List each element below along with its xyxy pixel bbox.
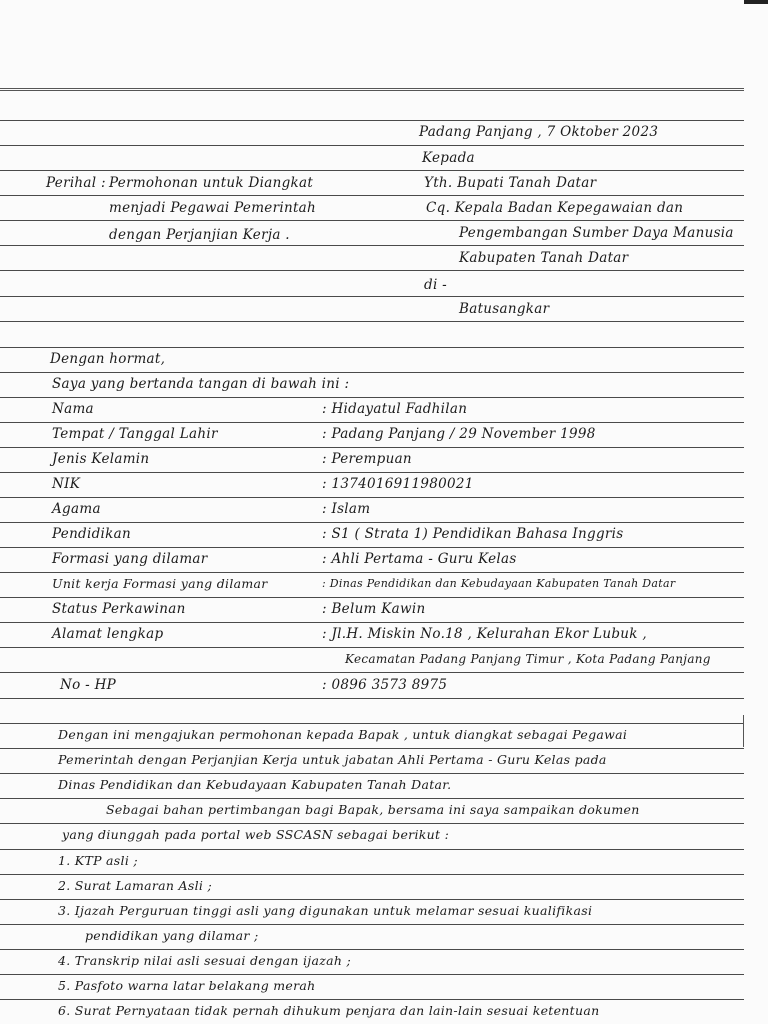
field-value: : Padang Panjang / 29 November 1998 xyxy=(322,426,596,442)
perihal-line-2: menjadi Pegawai Pemerintah xyxy=(109,200,317,216)
field-label: Alamat lengkap xyxy=(52,626,164,642)
field-label: Jenis Kelamin xyxy=(52,451,150,467)
body-p1-line-3: Dinas Pendidikan dan Kebudayaan Kabupaten Tanah Datar. xyxy=(58,777,452,792)
scan-corner-mark xyxy=(744,0,768,4)
field-label: Formasi yang dilamar xyxy=(52,551,208,567)
field-value: : 1374016911980021 xyxy=(322,476,474,492)
body-p1-line-2: Pemerintah dengan Perjanjian Kerja untuk jabatan Ahli Pertama - Guru Kelas pada xyxy=(58,752,607,767)
recipient-line-2: Cq. Kepala Badan Kepegawaian dan xyxy=(426,200,684,216)
margin-mark xyxy=(743,715,744,747)
recipient-line-4: Kabupaten Tanah Datar xyxy=(459,250,629,266)
body-p2-line-2: yang diunggah pada portal web SSCASN sebagai berikut : xyxy=(62,827,450,842)
field-value: : Jl.H. Miskin No.18 , Kelurahan Ekor Lubuk , xyxy=(322,626,647,642)
field-label: No - HP xyxy=(60,677,117,693)
recipient-line-3: Pengembangan Sumber Daya Manusia xyxy=(459,225,734,241)
destination-city: Batusangkar xyxy=(459,301,550,317)
place-date: Padang Panjang , 7 Oktober 2023 xyxy=(419,124,659,140)
field-value: : Hidayatul Fadhilan xyxy=(322,401,468,417)
field-value: : Islam xyxy=(322,501,371,517)
intro-line: Saya yang bertanda tangan di bawah ini : xyxy=(52,376,350,392)
list-item: 5. Pasfoto warna latar belakang merah xyxy=(58,978,316,993)
field-value: : Belum Kawin xyxy=(322,601,426,617)
field-label: NIK xyxy=(52,476,81,492)
kepada-label: Kepada xyxy=(422,150,475,166)
field-value: : Dinas Pendidikan dan Kebudayaan Kabupaten Tanah Datar xyxy=(322,577,676,590)
field-value: : 0896 3573 8975 xyxy=(322,677,448,693)
list-item: 2. Surat Lamaran Asli ; xyxy=(58,878,212,893)
perihal-label: Perihal : xyxy=(46,175,106,191)
body-p2-line-1: Sebagai bahan pertimbangan bagi Bapak, bersama ini saya sampaikan dokumen xyxy=(106,802,640,817)
perihal-line-3: dengan Perjanjian Kerja . xyxy=(109,227,290,243)
greeting: Dengan hormat, xyxy=(50,351,166,367)
field-value: : S1 ( Strata 1) Pendidikan Bahasa Inggris xyxy=(322,526,624,542)
field-label: Pendidikan xyxy=(52,526,132,542)
recipient-line-1: Yth. Bupati Tanah Datar xyxy=(424,175,597,191)
di-label: di - xyxy=(424,277,448,293)
list-item: 1. KTP asli ; xyxy=(58,853,138,868)
field-label: Nama xyxy=(52,401,94,417)
list-item: 3. Ijazah Perguruan tinggi asli yang digunakan untuk melamar sesuai kualifikasi xyxy=(58,903,593,918)
field-value-continued: Kecamatan Padang Panjang Timur , Kota Padang Panjang xyxy=(345,652,711,666)
list-item: 6. Surat Pernyataan tidak pernah dihukum penjara dan lain-lain sesuai ketentuan xyxy=(58,1003,600,1018)
field-label: Tempat / Tanggal Lahir xyxy=(52,426,218,442)
body-p1-line-1: Dengan ini mengajukan permohonan kepada Bapak , untuk diangkat sebagai Pegawai xyxy=(58,727,628,742)
field-label: Status Perkawinan xyxy=(52,601,186,617)
perihal-line-1: Permohonan untuk Diangkat xyxy=(109,175,314,191)
list-item-continued: pendidikan yang dilamar ; xyxy=(85,928,259,943)
field-value: : Perempuan xyxy=(322,451,412,467)
field-label: Agama xyxy=(52,501,101,517)
field-value: : Ahli Pertama - Guru Kelas xyxy=(322,551,517,567)
field-label: Unit kerja Formasi yang dilamar xyxy=(52,576,268,591)
list-item: 4. Transkrip nilai asli sesuai dengan ijazah ; xyxy=(58,953,351,968)
